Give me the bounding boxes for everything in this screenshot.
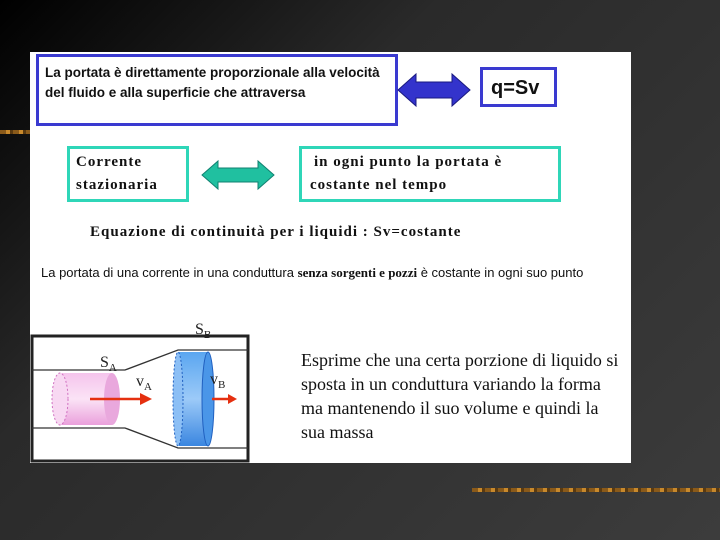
stationary-line2: stazionaria [76,177,158,193]
double-arrow-teal-icon [200,159,276,191]
statement-part1: La portata di una corrente in una conduttura [41,265,298,280]
statement-text [41,262,621,283]
slide-canvas [30,52,631,463]
label-va: $v_A$ [136,373,152,393]
formula-box [480,67,557,107]
statement-bold: senza sorgenti e pozzi [297,265,418,280]
decorative-stripe-bottom [472,488,720,492]
constant-flow-box [299,146,561,202]
definition-box [36,54,398,126]
stationary-current-box [67,146,189,202]
stationary-line1: Corrente [76,154,143,170]
formula-text: q=Sv [491,77,540,99]
definition-text: La portata è direttamente proporzionale alla velocità del fluido e alla superficie che attraversa [45,65,380,100]
explanation-text: Esprime che una certa porzione di liquido si sposta in un conduttura variando la forma ma mantenendo il suo volume e quindi la sua massa [301,350,619,442]
constant-flow-line1: in ogni punto la portata è [314,154,503,170]
double-arrow-blue-icon [396,72,472,108]
label-sb: $S_B$ [195,322,212,341]
label-vb: $v_B$ [210,371,226,391]
equation-heading: Equazione di continuità per i liquidi : Sv=costante [90,224,462,240]
decorative-stripe-left [0,130,30,134]
statement-part2: è costante in ogni suo punto [417,265,584,280]
label-sa: $S_A$ [100,354,117,374]
pipe-diagram [30,322,252,463]
constant-flow-line2: costante nel tempo [310,177,448,193]
